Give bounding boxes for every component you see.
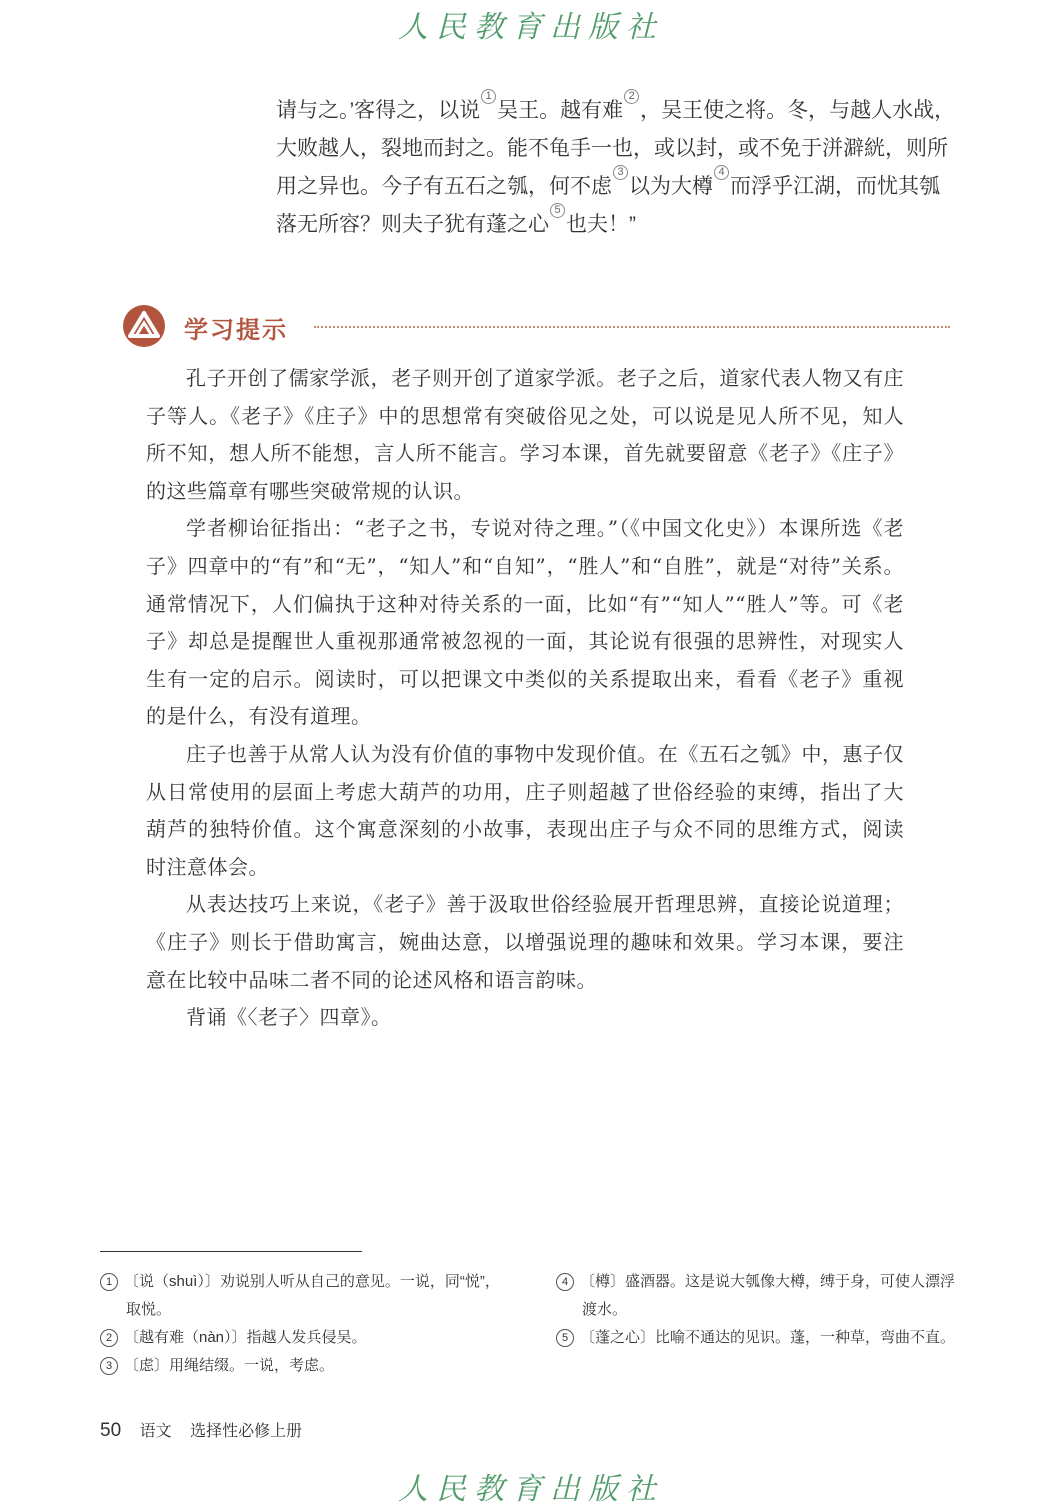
classical-text (276, 92, 956, 244)
paragraph: 孔子开创了儒家学派，老子则开创了道家学派。老子之后，道家代表人物又有庄子等人。《老子》《庄子》中的思想常有突破俗见之处，可以说是见人所不见，知人所不知，想人所不能想，言人所不能言。学习本课，首先就要留意《老子》《庄子》的这些篇章有哪些突破常规的认识。 (146, 366, 904, 503)
footnote-text: 〔樽〕盛酒器。这是说大瓠像大樽，缚于身，可使人漂浮渡水。 (580, 1273, 956, 1318)
footnotes-left (100, 1268, 500, 1380)
subject-label: 语文 (139, 1423, 172, 1440)
publisher-logo-top: 人民教育出版社 (398, 10, 664, 45)
footnote-text: 〔越有难（nàn）〕指越人发兵侵吴。 (124, 1329, 367, 1346)
footnotes-right (556, 1268, 956, 1352)
section-title: 学习提示 (184, 316, 288, 344)
classical-segment: 而浮乎江湖，而忧其瓠落无所容？则夫子犹有蓬之心 (276, 175, 940, 236)
footnote-text: 〔虑〕用绳结缀。一说，考虑。 (124, 1357, 335, 1374)
footnote (556, 1268, 956, 1324)
footnote-marker: 1 (481, 89, 496, 104)
footnote (100, 1324, 500, 1352)
classical-paragraph (276, 92, 956, 244)
footnote-number: 3 (100, 1357, 118, 1375)
paragraph: 庄子也善于从常人认为没有价值的事物中发现价值。在《五石之瓠》中，惠子仅从日常使用的层面上考虑大葫芦的功用，庄子则超越了世俗经验的束缚，指出了大葫芦的独特价值。这个寓意深刻的小故事，表现出庄子与众不同的思维方式，阅读时注意体会。 (146, 741, 904, 879)
paragraph: 从表达技巧上来说，《老子》善于汲取世俗经验展开哲理思辨，直接论说道理；《庄子》则长于借助寓言，婉曲达意，以增强说理的趣味和效果。学习本课，要注意在比较中品味二者不同的论述风格和语言韵味。 (146, 892, 904, 992)
footnote-text: 〔说（shuì）〕劝说别人听从自己的意见。一说，同“悦”，取悦。 (124, 1273, 500, 1318)
footnote-marker: 5 (550, 203, 565, 218)
footnote-marker: 2 (624, 89, 639, 104)
classical-segment: ，吴王使之将。冬，与越人水战，大败越人，裂地而封之。能不龟手一也，或以封，或不免于洴澼絖，则所用之异也。今子有五石之瓠，何不虑 (276, 99, 956, 198)
footnote-rule (100, 1251, 362, 1252)
footnote-number: 1 (100, 1273, 118, 1291)
footnote-marker: 3 (613, 165, 628, 180)
footnote-marker: 4 (714, 165, 729, 180)
footnote (100, 1352, 500, 1380)
footnote-number: 2 (100, 1329, 118, 1347)
footnote (556, 1324, 956, 1352)
page-footer (100, 1418, 302, 1442)
study-tips-icon (122, 304, 166, 348)
classical-segment: 也夫！” (566, 213, 636, 236)
classical-segment: 请与之。’客得之，以说 (276, 99, 481, 122)
footnote-number: 5 (556, 1329, 574, 1347)
paragraph: 学者柳诒征指出：“老子之书，专说对待之理。”（《中国文化史》）本课所选《老子》四章中的“有”和“无”，“知人”和“自知”，“胜人”和“自胜”，就是“对待”关系。通常情况下，人们偏执于这种对待关系的一面，比如“有”“知人”“胜人”等。可《老子》却总是提醒世人重视那通常被忽视的一面，其论说有很强的思辨性，对现实人生有一定的启示。阅读时，可以把课文中类似的关系提取出来，看看《老子》重视的是什么，有没有道理。 (146, 516, 904, 729)
study-tips-body (146, 360, 904, 1037)
footnote-text: 〔蓬之心〕比喻不通达的见识。蓬，一种草，弯曲不直。 (580, 1329, 956, 1346)
dotted-divider (314, 326, 950, 328)
page-number: 50 (100, 1420, 122, 1441)
classical-segment: 以为大樽 (629, 175, 713, 198)
footnote (100, 1268, 500, 1324)
book-label: 选择性必修上册 (190, 1423, 303, 1440)
classical-segment: 吴王。越有难 (497, 99, 624, 122)
paragraph: 背诵《〈老子〉四章》。 (186, 1005, 392, 1030)
study-tips-header (122, 304, 950, 348)
footnote-number: 4 (556, 1273, 574, 1291)
publisher-logo-bottom: 人民教育出版社 (398, 1472, 664, 1507)
